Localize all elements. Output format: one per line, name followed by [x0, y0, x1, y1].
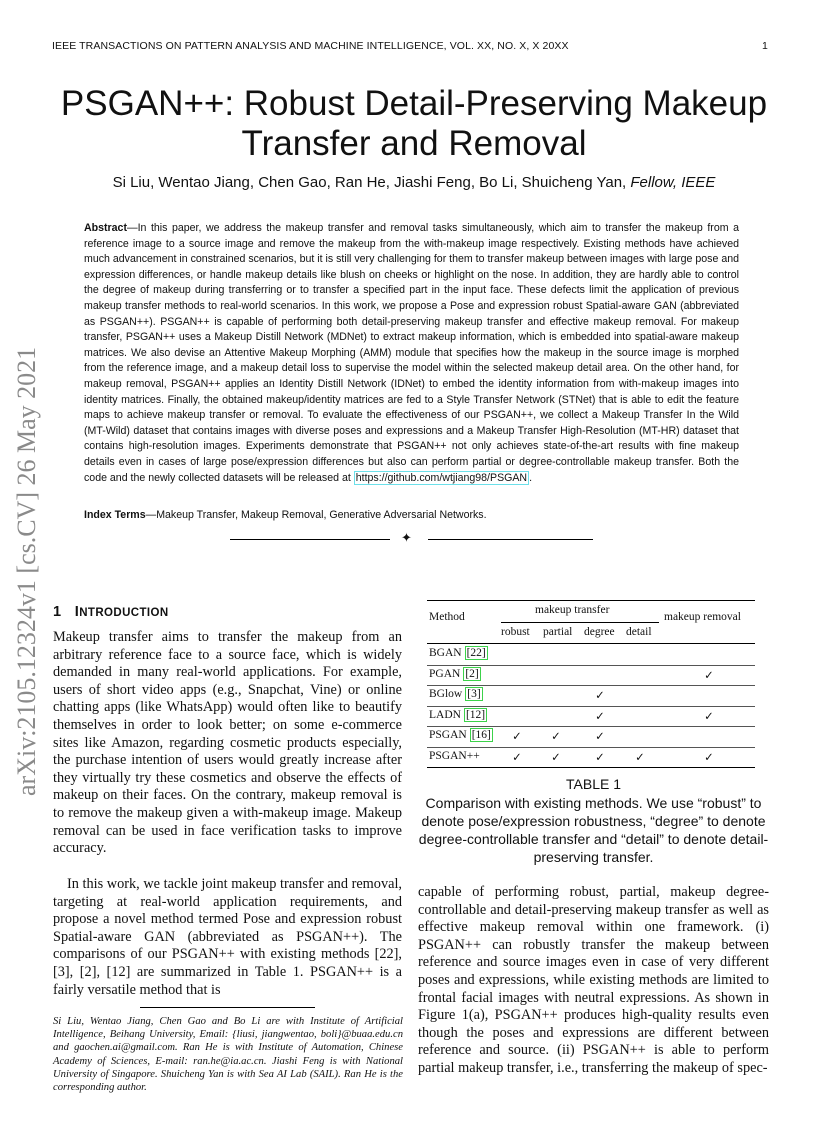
running-header: IEEE TRANSACTIONS ON PATTERN ANALYSIS AND MACHINE INTELLIGENCE, VOL. XX, NO. X, X 20XX — [52, 40, 569, 52]
method-name: BGlow — [429, 688, 463, 700]
separator-rule-right — [428, 539, 593, 540]
header-method: Method — [429, 611, 465, 623]
header-partial: partial — [543, 626, 573, 638]
paper-title — [40, 84, 788, 164]
header-makeup-removal: makeup removal — [664, 611, 741, 623]
code-link[interactable]: https://github.com/wtjiang98/PSGAN — [355, 471, 528, 484]
check-icon: ✓ — [704, 669, 714, 682]
author-suffix: Fellow, IEEE — [630, 174, 716, 191]
separator-rule-left — [230, 539, 390, 540]
intro-paragraph-1: Makeup transfer aims to transfer the makeup from an arbitrary reference face to a source face, which is widely demanded in many real-world applications. For example, users of short video apps (e.g., Snapchat, Vine) or online chatting apps (like WhatsApp) would often like to beautify themselves in order to look better; on some e-commerce sites like Amazon, regarding cosmetic products especially, the purchase intention of users would greatly increase after they virtually try these cosmetics and observe the effects of makeup on their faces. On the contrary, makeup removal is to remove the makeup given a with-makeup image. Makeup removal can be used in face verification tasks to improve accuracy. — [53, 629, 402, 857]
method-name: PGAN — [429, 667, 461, 680]
author-names: Si Liu, Wentao Jiang, Chen Gao, Ran He, Jiashi Feng, Bo Li, Shuicheng Yan, — [112, 174, 627, 191]
section-heading — [53, 604, 169, 620]
header-robust: robust — [501, 626, 530, 638]
check-icon: ✓ — [635, 751, 645, 764]
row-rule — [427, 747, 755, 748]
header-makeup-transfer: makeup transfer — [535, 604, 610, 616]
title-line-2: Transfer and Removal — [241, 124, 587, 163]
check-icon: ✓ — [512, 751, 522, 764]
citation-link[interactable]: [16] — [471, 729, 491, 741]
footnote-rule — [140, 1007, 315, 1008]
method-name: PSGAN++ — [429, 749, 480, 762]
table-caption-number: TABLE 1 — [566, 776, 621, 792]
index-terms-label: Index Terms — [84, 509, 146, 521]
separator-star-icon: ✦ — [401, 530, 412, 545]
author-list — [40, 174, 788, 191]
table-row-method — [429, 668, 481, 680]
method-name: BGAN — [429, 647, 462, 659]
intro-paragraph-2: In this work, we tackle joint makeup transfer and removal, targeting at real-world application requirements, and propose a novel method termed Pose and expression robust Spatial-aware GAN (abbreviated as PSGAN++). The comparisons of our PSGAN++ with existing methods [22], [3], [2], [12] are summarized in Table 1. PSGAN++ is a fairly versatile method that is — [53, 876, 402, 998]
abstract-label: Abstract — [84, 222, 127, 234]
table-row-method — [429, 729, 493, 741]
abstract-end: . — [529, 471, 533, 484]
section-number: 1 — [53, 604, 62, 620]
table-row-method — [429, 647, 488, 659]
table-row-method — [429, 750, 480, 762]
arxiv-id: arXiv:2105.12324v1 [cs.CV] 26 May 2021 — [12, 346, 41, 796]
section-title-initial: I — [74, 604, 80, 620]
arxiv-stamp — [8, 346, 41, 796]
method-name: PSGAN — [429, 729, 467, 741]
table-row-method — [429, 688, 483, 700]
row-rule — [427, 767, 755, 768]
abstract — [84, 221, 739, 486]
check-icon: ✓ — [551, 731, 561, 743]
footnote: Si Liu, Wentao Jiang, Chen Gao and Bo Li are with Institute of Artificial Intelligence, Beihang University, Email: {liusi, jiangwentao, boli}@buaa.edu.cn and gaochen.ai@gmail.com. Ran He is with Institute of Automation, Chinese Academy of Sciences, E-mail: ran.he@ia.ac.cn. Jiashi Feng is with National University of Singapore. Shuicheng Yan is with Sea AI Lab (SAIL). Ran He is the corresponding author. — [53, 1016, 403, 1094]
index-terms — [84, 509, 487, 521]
citation-link[interactable]: [12] — [465, 708, 486, 721]
index-terms-text: —Makeup Transfer, Makeup Removal, Generative Adversarial Networks. — [145, 509, 487, 521]
table-top-rule — [427, 600, 755, 601]
method-name: LADN — [429, 708, 461, 721]
citation-link[interactable]: [22] — [466, 647, 486, 659]
header-degree: degree — [584, 626, 615, 638]
check-icon: ✓ — [595, 710, 605, 723]
check-icon: ✓ — [704, 710, 714, 723]
abstract-text: —In this paper, we address the makeup transfer and removal tasks simultaneously, which aim to transfer the makeup from a reference image to a source image and remove the makeup from the with-makeup image respectively. Existing methods have achieved much advancement in constrained scenarios, but it is still very challenging for them to transfer makeup between images with large pose and expression differences, or handle makeup details like blush on cheeks or highlight on the nose. In addition, they are hardly able to control the degree of makeup during transferring or to transfer a specified part in the input face. These defects limit the application of previous makeup transfer methods to real-world scenarios. In this work, we propose a Pose and expression robust Spatial-aware GAN (abbreviated as PSGAN++). PSGAN++ is capable of performing both detail-preserving makeup transfer and effective makeup removal. For makeup transfer, PSGAN++ uses a Makeup Distill Network (MDNet) to extract makeup information, which is embedded into spatial-aware makeup matrices. We also devise an Attentive Makeup Morphing (AMM) module that specifies how the makeup in the source image is morphed from the reference image, and a makeup detail loss to supervise the model within the selected makeup detail area. On the other hand, for makeup removal, PSGAN++ applies an Identity Distill Network (IDNet) to embed the identity information from with-makeup images into identity matrices. Finally, the obtained makeup/identity matrices are fed to a Style Transfer Network (STNet) that is able to edit the feature maps to achieve makeup transfer or removal. To evaluate the effectiveness of our PSGAN++, we collect a Makeup Transfer In the Wild (MT-Wild) dataset that contains images with diverse poses and expressions and a Makeup Transfer High-Resolution (MT-HR) dataset that contains high-resolution images. Experiments demonstrate that PSGAN++ not only achieves state-of-the-art results with fine makeup details even in cases of large pose/expression differences but also can perform partial or degree-controllable makeup transfer. Both the code and the newly collected datasets will be released at — [84, 222, 739, 484]
check-icon: ✓ — [595, 690, 605, 702]
section-title-rest: NTRODUCTION — [79, 607, 169, 619]
row-rule — [427, 665, 755, 666]
check-icon: ✓ — [704, 751, 714, 764]
row-rule — [427, 685, 755, 686]
group-underline — [501, 622, 659, 623]
citation-link[interactable]: [3] — [467, 688, 481, 700]
row-rule — [427, 706, 755, 707]
check-icon: ✓ — [595, 751, 605, 764]
check-icon: ✓ — [512, 731, 522, 743]
row-rule — [427, 726, 755, 727]
intro-paragraph-3: capable of performing robust, partial, makeup degree-controllable and detail-preserving makeup transfer as well as effective makeup removal within one framework. (i) PSGAN++ can robustly transfer the makeup between reference and source images even in case of very different poses and expressions, while existing methods are limited to frontal facial images with neutral expressions. As shown in Figure 1(a), PSGAN++ produces high-quality results even though the poses and expressions are different between reference and source. (ii) PSGAN++ is able to perform partial makeup transfer, i.e., transferring the makeup of spec- — [418, 884, 769, 1076]
citation-link[interactable]: [2] — [465, 667, 479, 680]
table-row-method — [429, 709, 487, 721]
check-icon: ✓ — [595, 731, 605, 743]
check-icon: ✓ — [551, 751, 561, 764]
header-bottom-rule — [427, 643, 755, 644]
page-number: 1 — [762, 40, 768, 52]
title-line-1: PSGAN++: Robust Detail-Preserving Makeup — [60, 84, 768, 123]
table-caption: Comparison with existing methods. We use “robust” to denote pose/expression robustness, “degree” to denote degree-controllable transfer and “detail” to denote detail-preserving transfer. — [418, 795, 769, 865]
header-detail: detail — [626, 626, 652, 638]
